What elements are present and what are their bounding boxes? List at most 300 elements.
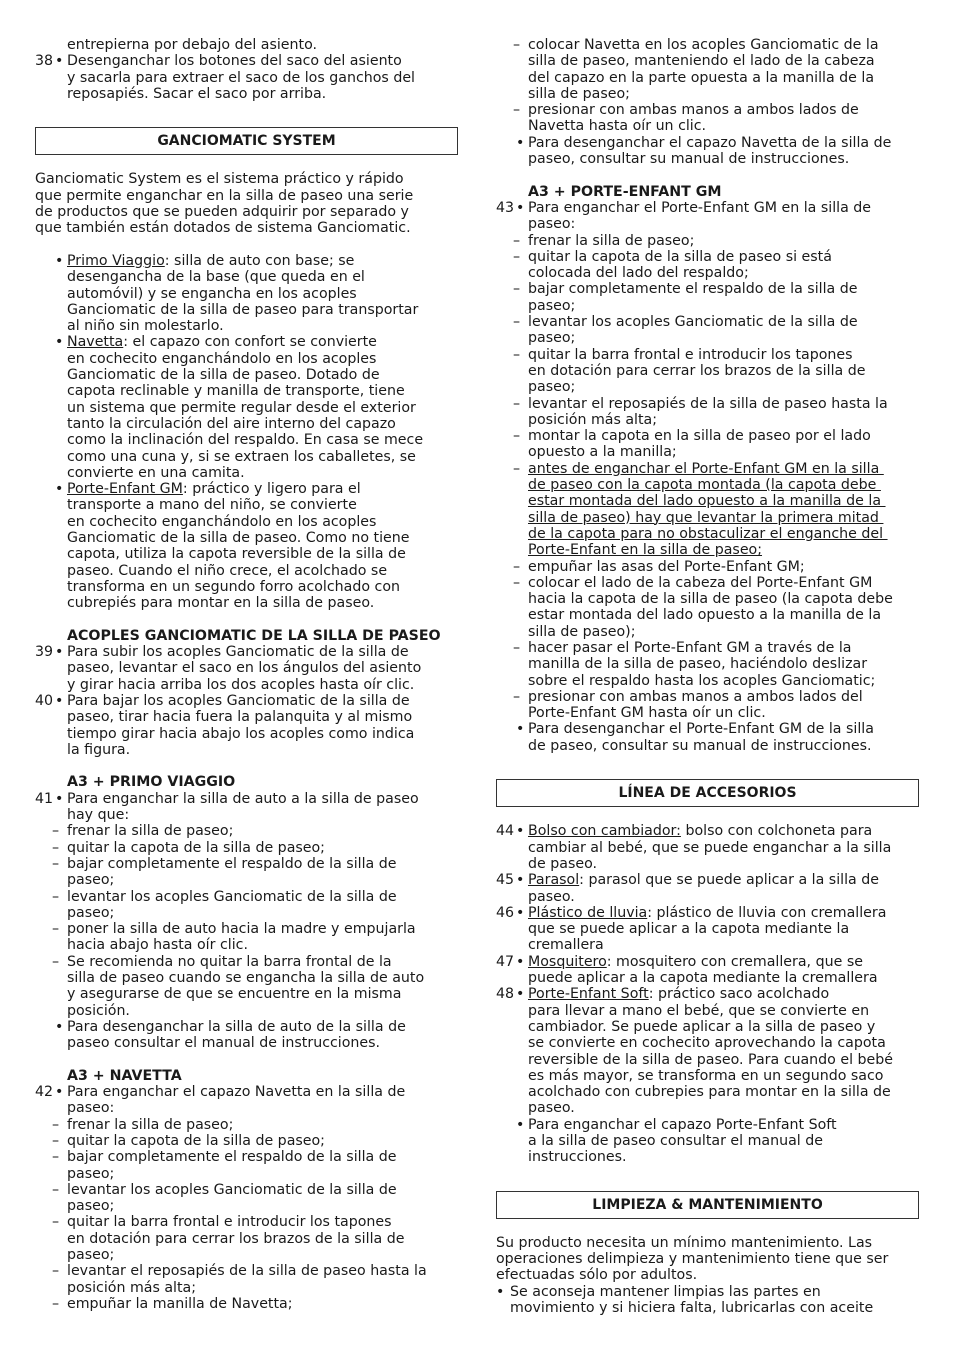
item-text: levantar los acoples Ganciomatic de la silla de (67, 1181, 397, 1198)
item-term: Bolso con cambiador: (528, 823, 681, 840)
text-line: reversible de la silla de paseo. Para cuando el bebé (528, 1051, 894, 1068)
spacer (496, 1166, 919, 1191)
text-line (35, 1133, 458, 1149)
bullet-icon: • (55, 1018, 64, 1035)
text-line (35, 970, 458, 986)
text-line (496, 461, 919, 477)
bullet-icon: • (516, 823, 525, 840)
item-number: 45 (496, 872, 515, 889)
text-line (496, 510, 919, 526)
dash-item-43 (496, 640, 919, 689)
item-number: 40 (35, 692, 54, 709)
item-text: paseo; (67, 872, 115, 889)
text-line (496, 493, 919, 509)
text-line (35, 481, 458, 497)
text-line: cambiador. Se puede aplicar a la silla de paseo y (528, 1018, 876, 1035)
text-line (35, 1214, 458, 1230)
text-line: paseo. (528, 1100, 575, 1117)
dash-item-42 (35, 1117, 458, 1133)
text-line (496, 954, 919, 970)
text-line: en cochecito enganchándolo en los acoples (67, 513, 377, 530)
text-line (496, 477, 919, 493)
text-line (496, 656, 919, 672)
text-line (496, 640, 919, 656)
right-column (496, 37, 919, 1316)
text-line: paseo consultar el manual de instrucciones. (67, 1035, 381, 1052)
item-text: frenar la silla de paseo; (528, 232, 695, 249)
text-line (496, 298, 919, 314)
text-line: de paseo, consultar su manual de instrucciones. (528, 737, 872, 754)
text-line: convierte en una camita. (67, 464, 245, 481)
left-column (35, 37, 458, 1312)
dash-marker: – (513, 395, 521, 412)
spacer (496, 167, 919, 183)
dash-item-41 (35, 921, 458, 954)
item-text: levantar los acoples Ganciomatic de la silla de (67, 888, 397, 905)
text-line (496, 986, 919, 1002)
bullet-icon: • (516, 134, 525, 151)
item-text: : práctico y ligero para el (182, 481, 361, 498)
item-text: colocar Navetta en los acoples Ganciomatic de la (528, 37, 879, 53)
text-line (35, 1247, 458, 1263)
section-heading-accesorios: LÍNEA DE ACCESORIOS (496, 779, 919, 807)
text-line (35, 872, 458, 888)
item-text: colocada del lado del respaldo; (528, 265, 749, 282)
text-line (496, 823, 919, 839)
text-line (496, 905, 919, 921)
text-line (496, 872, 919, 888)
text-line: movimiento y si hiciera falta, lubricarlas con aceite (510, 1300, 874, 1317)
bullet-icon: • (55, 1084, 64, 1101)
subheading-acoples: ACOPLES GANCIOMATIC DE LA SILLA DE PASEO (67, 627, 441, 644)
text-line: 39 • Para subir los acoples Ganciomatic de la silla de (35, 644, 409, 661)
text-line (35, 889, 458, 905)
item-number: 43 (496, 199, 515, 216)
text-line: capota reclinable y manilla de transporte, tiene (67, 383, 405, 400)
dash-item-42 (35, 1133, 458, 1149)
dash-marker: – (52, 953, 60, 970)
text-line (496, 412, 919, 428)
paragraph-line: Su producto necesita un mínimo mantenimiento. Las (496, 1234, 873, 1251)
subheading-navetta: A3 + NAVETTA (67, 1067, 182, 1084)
item-term: Navetta (67, 334, 124, 351)
item-48 (496, 986, 919, 1116)
text-line: reposapiés. Sacar el saco por arriba. (67, 85, 327, 102)
dash-item-43 (496, 396, 919, 429)
dash-marker: – (52, 1295, 60, 1312)
item-text: hacia la capota de la silla de paseo (la capota debe (528, 591, 893, 608)
bullet-icon: • (516, 986, 525, 1003)
text-line (496, 607, 919, 623)
item-43 (496, 200, 919, 233)
dash-item-43 (496, 428, 919, 461)
item-text: quitar la capota de la silla de paseo si está (528, 248, 832, 265)
dash-item-41 (35, 954, 458, 1019)
bullet-icon: • (55, 334, 64, 351)
item-text: sobre el respaldo hasta los acoples Ganciomatic; (528, 672, 876, 689)
item-text: silla de paseo, manteniendo el lado de la cabeza (528, 53, 875, 70)
item-text: manilla de la silla de paseo, haciéndolo deslizar (528, 656, 868, 673)
bullet-icon: • (55, 644, 64, 661)
dash-item-43 (496, 347, 919, 396)
text-line: 43 • Para enganchar el Porte-Enfant GM en la silla de (496, 199, 872, 216)
text-line: se convierte en cochecito aprovechando la capota (528, 1035, 886, 1052)
item-text: antes de enganchar el Porte-Enfant GM en la silla (528, 460, 884, 477)
item-number: 39 (35, 644, 54, 661)
bullet-42 (496, 135, 919, 168)
text-line (496, 86, 919, 102)
bullet-icon: • (516, 721, 525, 738)
dash-marker: – (513, 102, 521, 119)
text-line: paseo: (528, 216, 576, 233)
spacer (35, 237, 458, 253)
bullet-limpieza (496, 1284, 919, 1317)
bullet-icon: • (516, 904, 525, 921)
text-line (496, 559, 919, 575)
text-line (496, 689, 919, 705)
text-line: paseo, consultar su manual de instrucciones. (528, 151, 850, 168)
text-line: 42 • Para enganchar el capazo Navetta en la silla de (35, 1084, 406, 1101)
item-text: Porte-Enfant GM hasta oír un clic. (528, 705, 766, 722)
item-text: en dotación para cerrar los brazos de la silla de (528, 362, 866, 379)
text-line (496, 591, 919, 607)
text-line (496, 249, 919, 265)
text-line: acolchado con cubrepies para montar en la silla de (528, 1084, 891, 1101)
item-number: 38 (35, 53, 54, 70)
text-line (35, 1231, 458, 1247)
bullet-icon: • (55, 790, 64, 807)
text-line: la figura. (67, 741, 131, 758)
text-line: • Para desenganchar la silla de auto de la silla de (55, 1018, 406, 1035)
item-42 (35, 1084, 458, 1117)
item-text: levantar el reposapiés de la silla de paseo hasta la (528, 395, 888, 412)
dash-item-42 (35, 1182, 458, 1215)
text-line: instrucciones. (528, 1149, 627, 1166)
dash-marker: – (52, 1116, 60, 1133)
item-term: Porte-Enfant GM (67, 481, 183, 498)
item-45 (496, 872, 919, 905)
text-line: que se puede aplicar a la capota mediante la (528, 921, 850, 938)
spacer (35, 758, 458, 774)
text-line (35, 1117, 458, 1133)
item-text: de la capota para no obstaculizar el enganche del (528, 525, 888, 542)
subheading-porte-enfant: A3 + PORTE-ENFANT GM (528, 183, 722, 200)
text-line: a la silla de paseo consultar el manual de (528, 1133, 823, 1149)
item-text: presionar con ambas manos a ambos lados de (528, 102, 859, 119)
dash-item-42 (35, 1214, 458, 1263)
text-line: como la inclinación del respaldo. En casa se mece (67, 432, 424, 449)
bullet-icon: • (55, 53, 64, 70)
item-44 (496, 823, 919, 872)
text-line: cremallera (528, 937, 604, 954)
item-text: quitar la capota de la silla de paseo; (67, 1133, 325, 1149)
subheading-primo-viaggio: A3 + PRIMO VIAGGIO (67, 774, 236, 791)
item-text: silla de paseo; (528, 85, 630, 102)
item-text: estar montada del lado opuesto a la manilla de la (528, 607, 882, 624)
paragraph-line: Ganciomatic System es el sistema práctico y rápido (35, 171, 404, 188)
item-text: posición más alta; (528, 411, 658, 428)
item-text: quitar la capota de la silla de paseo; (67, 839, 325, 856)
dash-marker: – (513, 460, 521, 477)
text-line: • Se aconseja mantener limpias las partes en (496, 1283, 821, 1300)
text-line: Ganciomatic de la silla de paseo. Dotado de (67, 367, 380, 384)
text-line (35, 1149, 458, 1165)
text-line (35, 334, 458, 350)
text-line (496, 53, 919, 69)
paragraph-line: que también están dotados de sistema Ganciomatic. (35, 220, 411, 237)
dash-item-43 (496, 249, 919, 282)
text-line (35, 1166, 458, 1182)
item-text: hacia abajo hasta oír clic. (67, 937, 248, 954)
dash-item-43 (496, 689, 919, 722)
text-line (496, 444, 919, 460)
paragraph-line: de productos que se pueden adquirir por separado y (35, 204, 409, 221)
text-line (496, 314, 919, 330)
item-term: Parasol (528, 872, 580, 889)
spacer (35, 155, 458, 171)
dash-item-42b (496, 102, 919, 135)
dash-marker: – (513, 232, 521, 249)
item-number: 47 (496, 953, 515, 970)
item-47 (496, 954, 919, 987)
dash-item-42b (496, 37, 919, 102)
text-line (496, 37, 919, 53)
dash-item-42 (35, 1149, 458, 1182)
text-line (496, 363, 919, 379)
item-text: bolso con colchoneta para (680, 823, 873, 840)
item-text: Se recomienda no quitar la barra frontal de la (67, 953, 392, 970)
text-line (496, 396, 919, 412)
section-heading-limpieza: LIMPIEZA & MANTENIMIENTO (496, 1191, 919, 1219)
text-line: paseo, levantar el saco en los ángulos del asiento (67, 660, 422, 677)
text-line: cubrepiés para montar en la silla de paseo. (67, 595, 375, 612)
text-line: transporte a mano del niño, se convierte (67, 497, 357, 514)
spacer (496, 1219, 919, 1235)
item-text: levantar los acoples Ganciomatic de la silla de (528, 314, 858, 331)
item-text: colocar el lado de la cabeza del Porte-Enfant GM (528, 574, 873, 591)
text-line (496, 102, 919, 118)
item-text: empuñar las asas del Porte-Enfant GM; (528, 558, 805, 575)
dash-item-43-underlined (496, 461, 919, 559)
dash-item-41 (35, 823, 458, 839)
bullet-41 (35, 1019, 458, 1052)
bullet-navetta (35, 334, 458, 481)
item-text: montar la capota en la silla de paseo por el lado (528, 428, 871, 445)
item-number: 42 (35, 1084, 54, 1101)
item-text: : plástico de lluvia con cremallera (647, 904, 887, 921)
item-term: Plástico de lluvia (528, 904, 648, 921)
text-line (35, 937, 458, 953)
dash-marker: – (513, 428, 521, 445)
text-line (35, 905, 458, 921)
text-line: un sistema que permite regular desde el exterior (67, 399, 416, 416)
bullet-icon: • (55, 252, 64, 269)
text-line: hay que: (67, 807, 130, 824)
dash-marker: – (513, 574, 521, 591)
text-line (35, 1198, 458, 1214)
text-line (35, 840, 458, 856)
dash-marker: – (513, 37, 521, 53)
item-text: de paseo con la capota montada (la capota debe (528, 477, 881, 494)
bullet-icon: • (516, 953, 525, 970)
dash-item-43 (496, 314, 919, 347)
text-line: entrepierna por debajo del asiento. (67, 37, 318, 53)
item-text: : parasol que se puede aplicar a la silla de (579, 872, 879, 889)
bullet-icon: • (55, 481, 64, 498)
dash-item-43 (496, 559, 919, 575)
text-line: • Para desenganchar el Porte-Enfant GM de la silla (516, 721, 874, 738)
item-text: silla de paseo) hay que levantar la primera mitad (528, 509, 884, 526)
text-line (496, 70, 919, 86)
item-text: bajar completamente el respaldo de la silla de (67, 1149, 397, 1166)
dash-item-41 (35, 856, 458, 889)
dash-item-41 (35, 889, 458, 922)
dash-item-42 (35, 1263, 458, 1296)
text-line: 41 • Para enganchar la silla de auto a la silla de paseo (35, 790, 419, 807)
paragraph-line: operaciones delimpieza y mantenimiento tiene que ser (496, 1251, 889, 1268)
text-line: paseo, tirar hacia fuera la palanquita y al mismo (67, 709, 413, 726)
text-line: capota, utiliza la capota reversible de la silla de (67, 546, 406, 563)
item-text: posición. (67, 1002, 130, 1019)
spacer (35, 612, 458, 628)
text-line: y girar hacia arriba los dos acoples hasta oír clic. (67, 676, 415, 693)
text-line (35, 1263, 458, 1279)
text-line (35, 856, 458, 872)
dash-marker: – (513, 346, 521, 363)
bullet-primo-viaggio (35, 253, 458, 334)
text-line: tiempo girar hacia abajo los acoples como indica (67, 725, 415, 742)
dash-marker: – (513, 281, 521, 298)
dash-item-43 (496, 281, 919, 314)
text-line: desengancha de la base (que queda en el (67, 269, 365, 286)
text-line (496, 575, 919, 591)
text-line (496, 347, 919, 363)
dash-marker: – (52, 1149, 60, 1166)
dash-marker: – (52, 921, 60, 938)
item-text: : práctico saco acolchado (648, 986, 830, 1003)
spacer (35, 1052, 458, 1068)
paragraph-line: que permite enganchar en la silla de paseo una serie (35, 187, 414, 204)
item-38 (35, 53, 458, 102)
text-line (496, 233, 919, 249)
dash-item-43 (496, 233, 919, 249)
item-text: paseo; (67, 904, 115, 921)
bullet-icon: • (55, 692, 64, 709)
text-line: Ganciomatic de la silla de paseo. Como no tiene (67, 530, 410, 547)
text-line (35, 823, 458, 839)
text-line (496, 526, 919, 542)
item-term: Porte-Enfant Soft (528, 986, 649, 1003)
text-line: y sacarla para extraer el saco de los ganchos del (67, 69, 416, 86)
item-text: paseo; (528, 330, 576, 347)
text-line: de paseo. (528, 855, 598, 872)
text-line (496, 542, 919, 558)
text-line: en cochecito enganchándolo en los acoples (67, 350, 377, 367)
item-text: silla de paseo); (528, 623, 636, 640)
text-line (35, 1280, 458, 1296)
item-text: paseo; (67, 1198, 115, 1215)
text-line (496, 428, 919, 444)
text-line: es más mayor, se transforma en un segundo saco (528, 1067, 884, 1084)
dash-marker: – (52, 1181, 60, 1198)
text-line: Ganciomatic de la silla de paseo para transportar (67, 301, 419, 318)
text-line: transforma en un segundo forro acolchado con (67, 578, 401, 595)
bullet-icon: • (516, 199, 525, 216)
paragraph-line: efectuadas sólo por adultos. (496, 1267, 698, 1284)
text-line: al niño sin molestarlo. (67, 318, 224, 335)
item-41 (35, 791, 458, 824)
dash-marker: – (52, 888, 60, 905)
spacer (35, 102, 458, 127)
item-text: paseo; (528, 379, 576, 396)
item-term: Primo Viaggio (67, 252, 165, 269)
dash-marker: – (52, 823, 60, 840)
dash-marker: – (513, 558, 521, 575)
item-text: empuñar la manilla de Navetta; (67, 1295, 293, 1312)
item-text: del capazo en la parte opuesta a la manilla de la (528, 69, 875, 86)
text-line (496, 281, 919, 297)
text-line: • Para enganchar el capazo Porte-Enfant Soft (516, 1116, 837, 1133)
item-text: frenar la silla de paseo; (67, 823, 234, 840)
item-number: 48 (496, 986, 515, 1003)
item-40 (35, 693, 458, 758)
bullet-48 (496, 1117, 919, 1166)
dash-item-41 (35, 840, 458, 856)
item-text: poner la silla de auto hacia la madre y empujarla (67, 921, 416, 938)
item-text: bajar completamente el respaldo de la silla de (528, 281, 858, 298)
item-text: opuesto a la manilla; (528, 444, 677, 461)
item-text: paseo; (67, 1165, 115, 1182)
dash-marker: – (52, 855, 60, 872)
dash-marker: – (513, 314, 521, 331)
item-term: Mosquitero (528, 953, 607, 970)
item-text: : silla de auto con base; se (164, 252, 355, 269)
dash-marker: – (513, 688, 521, 705)
item-text: bajar completamente el respaldo de la silla de (67, 855, 397, 872)
item-number: 41 (35, 790, 54, 807)
text-line: paseo: (67, 1100, 115, 1117)
text-line: puede aplicar a la capota mediante la cremallera (528, 970, 878, 987)
spacer (496, 754, 919, 779)
item-text: Navetta hasta oír un clic. (528, 118, 707, 135)
item-text: frenar la silla de paseo; (67, 1116, 234, 1133)
text-line: • Para desenganchar el capazo Navetta de la silla de (516, 134, 892, 151)
text-line (496, 330, 919, 346)
item-39 (35, 644, 458, 693)
item-text: y asegurarse de que se encuentre en la misma (67, 986, 402, 1003)
item-number: 46 (496, 904, 515, 921)
spacer (496, 807, 919, 823)
dash-marker: – (52, 839, 60, 856)
dash-marker: – (513, 248, 521, 265)
bullet-porte-enfant (35, 481, 458, 611)
text-line (35, 954, 458, 970)
text-line (496, 673, 919, 689)
text-line: paseo. (528, 888, 575, 905)
bullet-43 (496, 721, 919, 754)
item-text: quitar la barra frontal e introducir los tapones (528, 346, 853, 363)
item-number: 44 (496, 823, 515, 840)
text-line: para llevar a mano el bebé, que se convierte en (528, 1002, 870, 1019)
item-text: levantar el reposapiés de la silla de paseo hasta la (67, 1263, 427, 1280)
text-line: paseo. Cuando el niño crece, el acolchado se (67, 562, 388, 579)
text-line (35, 253, 458, 269)
dash-marker: – (513, 639, 521, 656)
text-line (496, 379, 919, 395)
text-line (35, 921, 458, 937)
item-text: paseo; (528, 297, 576, 314)
text-line (496, 118, 919, 134)
